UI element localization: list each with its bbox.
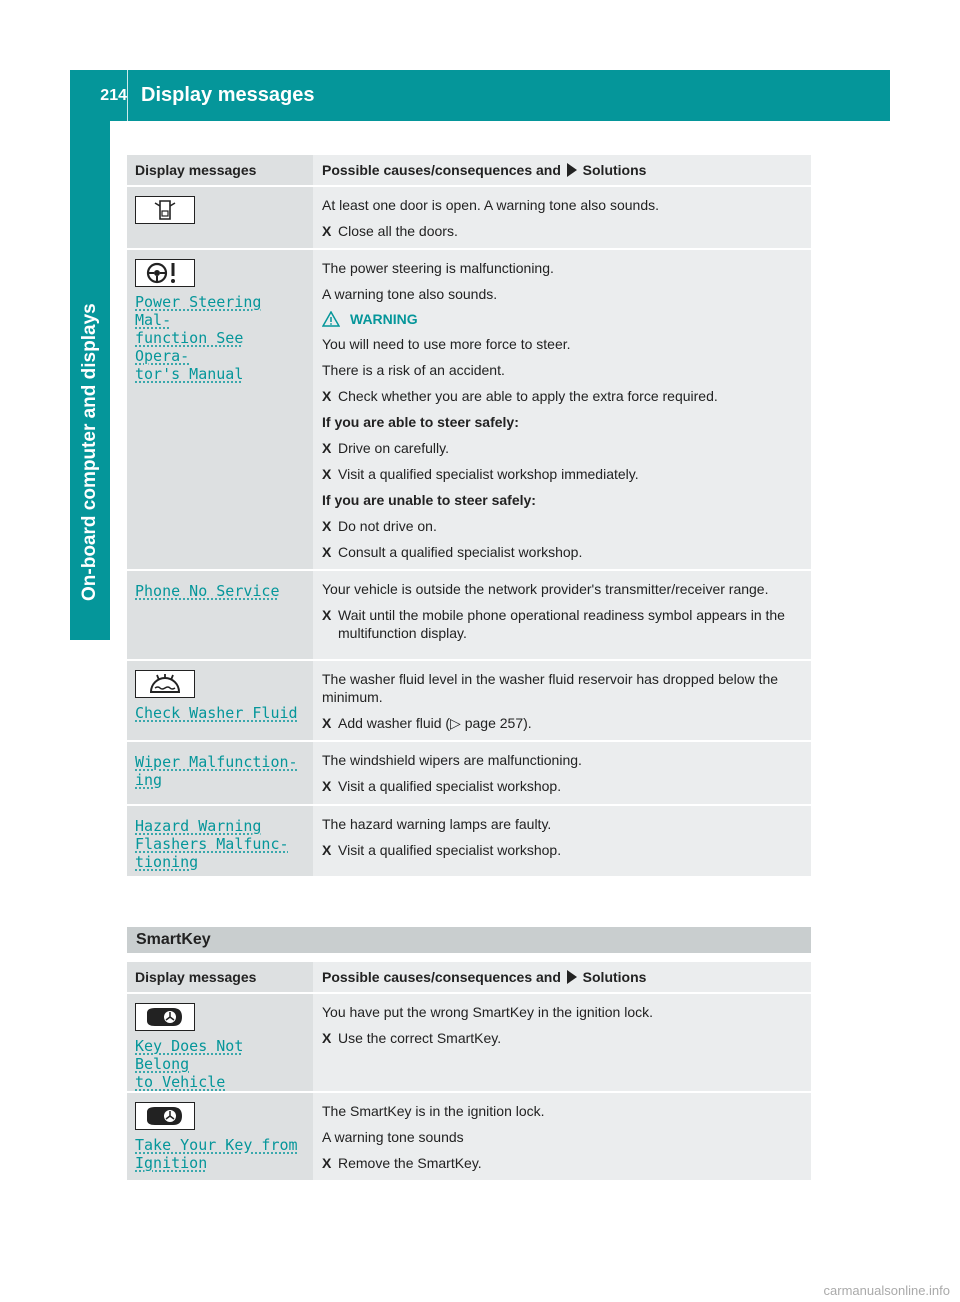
action-marker-icon: X [322,223,332,239]
action-step: X Use the correct SmartKey. [322,1030,502,1046]
solution-cell [313,661,811,740]
action-step: X Add washer fluid (▷ page 257). [322,715,532,731]
action-marker-icon: X [322,715,332,731]
display-message-text: Power Steering Mal‑ function See Opera‑ tor's Manual [135,293,262,383]
table-row [127,248,811,569]
column-header-messages: Display messages [127,962,313,992]
solution-cell [313,806,811,876]
message-cell [127,661,313,740]
action-step: X Do not drive on. [322,518,437,534]
action-marker-icon: X [322,1155,332,1171]
washer-fluid-icon [135,670,195,698]
solution-cell [313,187,811,248]
description-text: You will need to use more force to steer. [322,336,571,352]
solution-cell [313,250,811,569]
action-marker-icon: X [322,607,332,623]
display-message-text: Check Washer Fluid [135,704,298,722]
page-number: 214 [100,87,127,104]
chapter-label: On-board computer and displays [79,303,100,601]
message-cell [127,571,313,659]
message-cell [127,187,313,248]
action-step: X Visit a qualified specialist workshop. [322,778,562,794]
action-marker-icon: X [322,518,332,534]
description-text: The washer fluid level in the washer fluid reservoir has dropped below the minimum. [322,671,779,705]
message-cell [127,1093,313,1180]
action-step: X Remove the SmartKey. [322,1155,482,1171]
action-marker-icon: X [322,1030,332,1046]
smartkey-icon [135,1003,195,1031]
description-text: A warning tone sounds [322,1129,464,1145]
description-text: You have put the wrong SmartKey in the ignition lock. [322,1004,654,1020]
section-title: SmartKey [127,927,811,953]
page-header [70,70,890,121]
warning-callout: WARNING [322,311,803,327]
header-divider [127,70,128,121]
door-open-icon [135,196,195,224]
solution-cell [313,1093,811,1180]
play-arrow-icon [567,970,577,984]
description-text: The windshield wipers are malfunctioning. [322,752,582,768]
message-cell [127,806,313,876]
message-cell [127,250,313,569]
column-header-solutions: Possible causes/consequences and Solutions [313,962,811,992]
description-text: At least one door is open. A warning tone also sounds. [322,197,660,213]
action-marker-icon: X [322,842,332,858]
action-marker-icon: X [322,388,332,404]
table-header [127,962,811,992]
solution-cell [313,994,811,1091]
action-step: X Wait until the mobile phone operational readiness symbol appears in the multifunction display. [322,607,785,641]
action-step: X Close all the doors. [322,223,458,239]
table-row [127,185,811,248]
action-step: X Drive on carefully. [322,440,450,456]
action-marker-icon: X [322,440,332,456]
play-arrow-icon [567,163,577,177]
action-step: X Visit a qualified specialist workshop immediately. [322,466,639,482]
description-text: The hazard warning lamps are faulty. [322,816,552,832]
description-text: The SmartKey is in the ignition lock. [322,1103,545,1119]
table-header [127,155,811,185]
condition-heading: If you are unable to steer safely: [322,492,536,508]
description-text: The power steering is malfunctioning. [322,260,554,276]
display-message-text: Wiper Malfunction‑ ing [135,753,298,789]
display-message-text: Key Does Not Belong to Vehicle [135,1037,244,1091]
solution-cell [313,742,811,804]
watermark: carmanualsonline.info [823,1283,950,1298]
message-cell [127,994,313,1091]
description-text: A warning tone also sounds. [322,286,498,302]
column-header-solutions: Possible causes/consequences and Solutions [313,155,811,185]
action-marker-icon: X [322,778,332,794]
display-message-text: Hazard Warning Flashers Malfunc‑ tioning [135,817,289,871]
steering-warning-icon [135,259,195,287]
description-text: Your vehicle is outside the network provider's transmitter/receiver range. [322,581,769,597]
table-row [127,804,811,876]
condition-heading: If you are able to steer safely: [322,414,519,430]
warning-triangle-icon [322,311,340,327]
table-row [127,659,811,740]
display-messages-table [127,155,811,876]
smartkey-messages-table [127,962,811,1180]
table-row [127,1091,811,1180]
message-cell [127,742,313,804]
solution-cell [313,571,811,659]
description-text: There is a risk of an accident. [322,362,505,378]
action-marker-icon: X [322,466,332,482]
action-step: X Check whether you are able to apply the extra force required. [322,388,718,404]
action-step: X Visit a qualified specialist workshop. [322,842,562,858]
action-marker-icon: X [322,544,332,560]
table-row [127,569,811,659]
table-row [127,740,811,804]
smartkey-icon [135,1102,195,1130]
display-message-text: Take Your Key from Ignition [135,1136,298,1172]
action-step: X Consult a qualified specialist workshop. [322,544,583,560]
display-message-text: Phone No Service [135,582,280,600]
column-header-messages: Display messages [127,155,313,185]
page-title: Display messages [141,84,315,106]
table-row [127,992,811,1091]
